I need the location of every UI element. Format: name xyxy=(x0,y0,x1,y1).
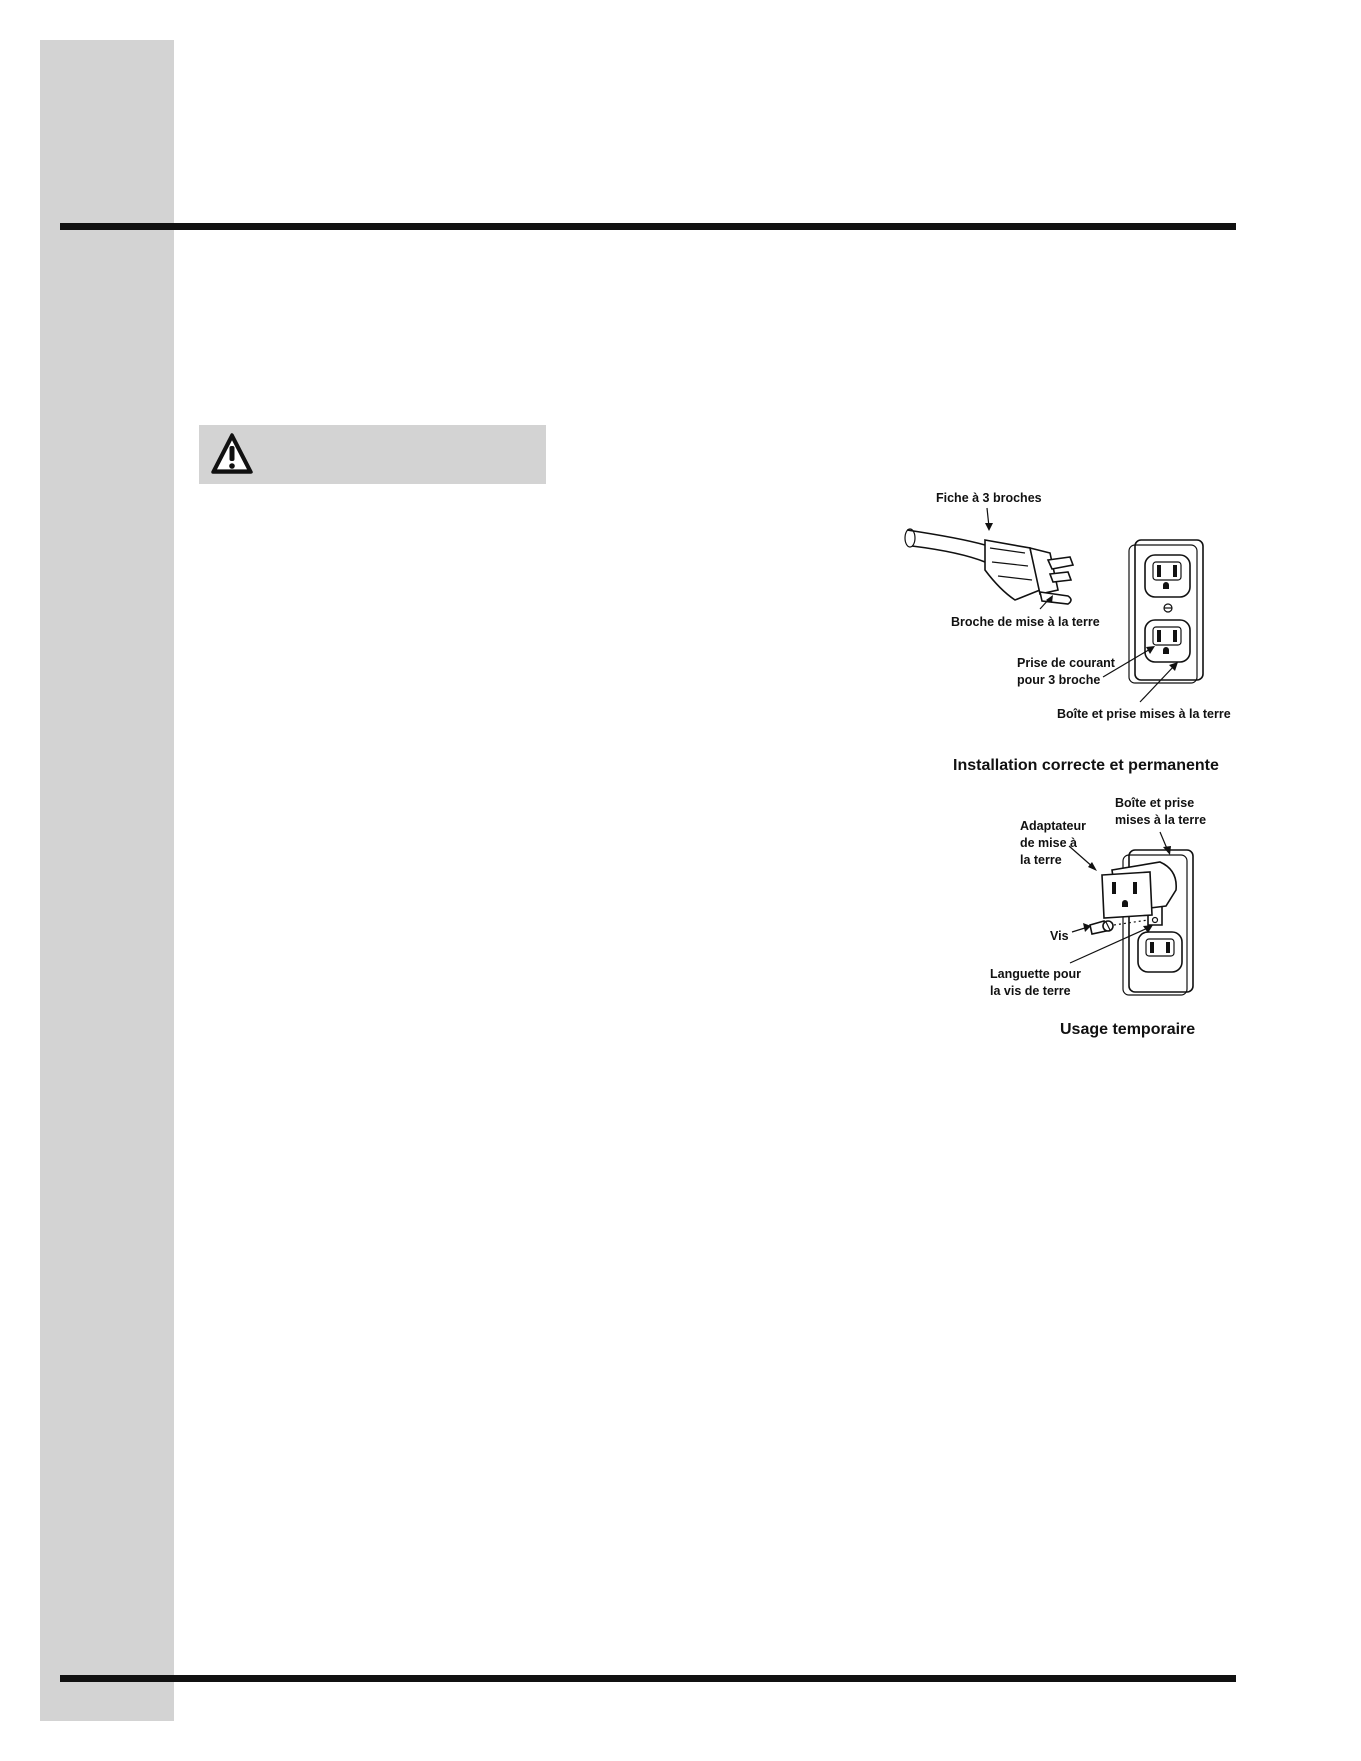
permanent-caption: Installation correcte et permanente xyxy=(953,757,1219,774)
tab-label-line1: Languette pour xyxy=(990,967,1081,981)
adapter-label-line1: Adaptateur xyxy=(1020,819,1086,833)
tab-label-line2: la vis de terre xyxy=(990,984,1071,998)
adapter-label-line2: de mise à xyxy=(1020,836,1077,850)
plug-label: Fiche à 3 broches xyxy=(936,491,1042,505)
outlet-label-line1: Prise de courant xyxy=(1017,656,1115,670)
adapter-label-line3: la terre xyxy=(1020,853,1062,867)
ground-prong-label: Broche de mise à la terre xyxy=(951,615,1100,629)
temporary-caption: Usage temporaire xyxy=(1060,1021,1196,1038)
screw-label: Vis xyxy=(1050,929,1069,943)
plug-drawing xyxy=(905,529,1073,604)
grounded-box-label: Boîte et prise mises à la terre xyxy=(1057,707,1231,721)
adapter-outlet-drawing xyxy=(1090,850,1193,995)
outlet-label-line2: pour 3 broche xyxy=(1017,673,1101,687)
temp-box-label-line2: mises à la terre xyxy=(1115,813,1207,827)
outlet-drawing xyxy=(1129,540,1203,683)
temp-box-label-line1: Boîte et prise xyxy=(1115,796,1195,810)
